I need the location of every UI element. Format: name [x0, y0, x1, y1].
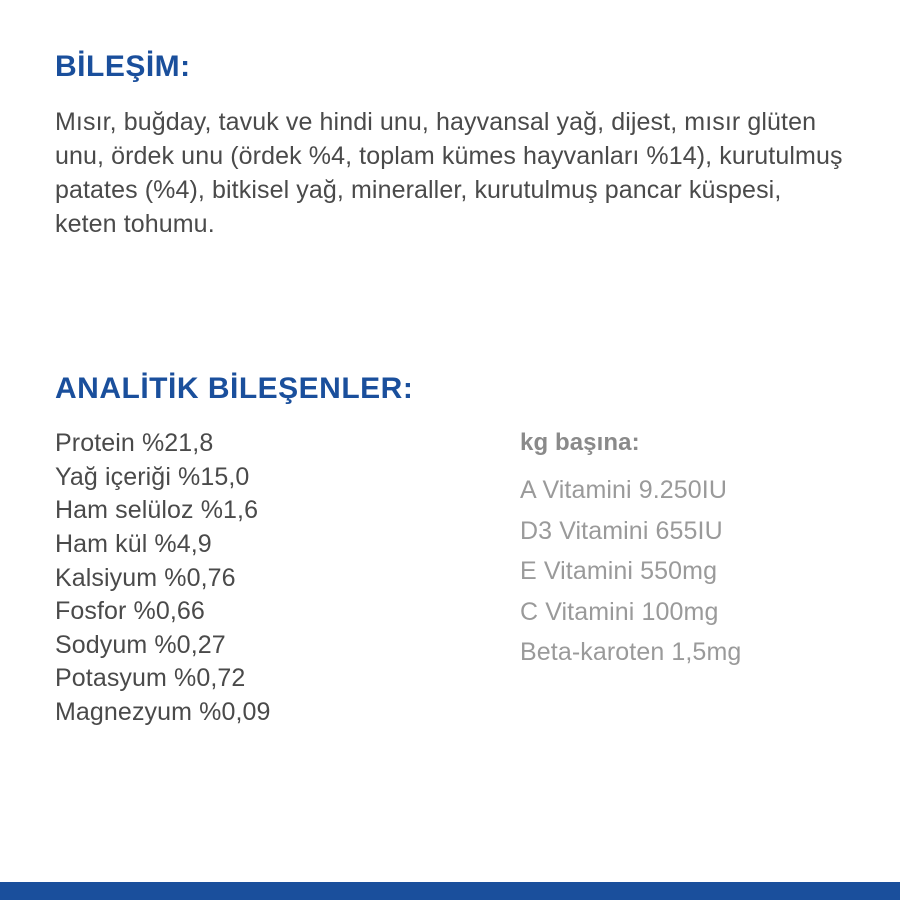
- composition-paragraph: Mısır, buğday, tavuk ve hindi unu, hayvansal yağ, dijest, mısır glüten unu, ördek unu (ördek %4, toplam kümes hayvanları %14), kurutulmuş patates (%4), bitkisel yağ, mineraller, kurutulmuş pancar küspesi, keten tohumu.: [55, 108, 843, 238]
- composition-title: BİLEŞİM:: [55, 50, 191, 83]
- list-item: Kalsiyum %0,76: [55, 563, 236, 592]
- analytic-components-title: ANALİTİK BİLEŞENLER:: [55, 372, 414, 405]
- composition-section: [55, 50, 855, 241]
- list-item: C Vitamini 100mg: [520, 597, 719, 626]
- list-item: E Vitamini 550mg: [520, 557, 718, 586]
- vitamins-heading: kg başına:: [520, 429, 640, 456]
- list-item: Magnezyum %0,09: [55, 698, 271, 726]
- vitamins-column: [520, 427, 900, 730]
- list-item: Sodyum %0,27: [55, 630, 226, 659]
- nutrients-column: [55, 427, 320, 730]
- list-item: Protein %21,8: [55, 429, 214, 457]
- analytic-columns: [55, 405, 855, 730]
- list-item: Ham selüloz %1,6: [55, 496, 259, 525]
- list-item: Yağ içeriği %15,0: [55, 462, 250, 491]
- list-item: A Vitamini 9.250IU: [520, 476, 728, 505]
- footer-accent-bar: [0, 882, 900, 900]
- list-item: D3 Vitamini 655IU: [520, 516, 723, 545]
- analytic-components-section: [55, 372, 855, 730]
- list-item: Fosfor %0,66: [55, 597, 205, 626]
- list-item: Beta-karoten 1,5mg: [520, 638, 742, 667]
- list-item: Potasyum %0,72: [55, 664, 246, 693]
- list-item: Ham kül %4,9: [55, 529, 212, 558]
